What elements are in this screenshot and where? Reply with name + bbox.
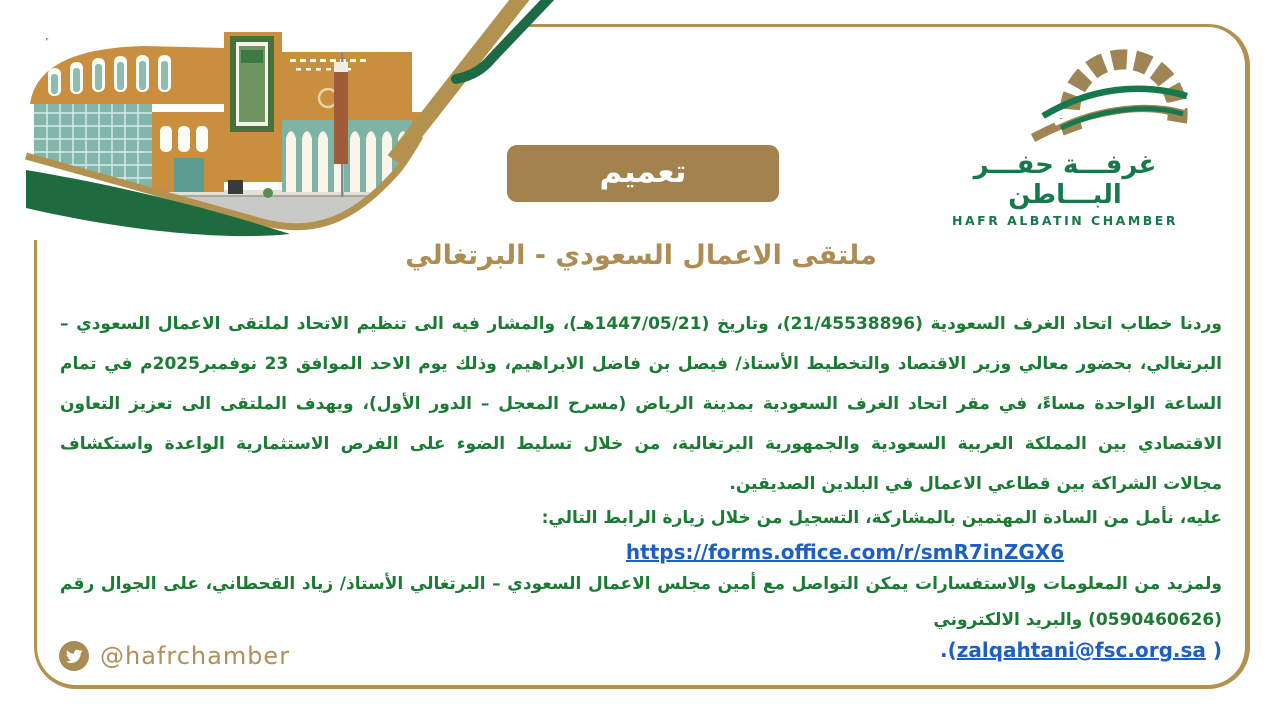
phone-line: (0590460626) والبريد الالكتروني <box>933 610 1222 630</box>
email-open: .( <box>939 638 957 662</box>
twitter-row <box>58 640 290 672</box>
chamber-name-english: HAFR ALBATIN CHAMBER <box>952 213 1178 228</box>
registration-link[interactable]: https://forms.office.com/r/smR7inZGX6 <box>625 540 1065 564</box>
chamber-building-photo <box>28 12 458 240</box>
body-line-4: الاقتصادي بين المملكة العربية السعودية والجمهورية البرتغالية، من خلال تسليط الضوء على الفرص الاستثمارية الواعدة واستكشاف <box>60 434 1222 454</box>
chamber-logo-icon <box>915 44 1215 144</box>
registration-link-row <box>465 540 1225 564</box>
body-line-1: وردنا خطاب اتحاد الغرف السعودية (21/45538896)، وتاريخ (1447/05/21هـ)، والمشار فيه الى تنظيم الاتحاد لملتقى الاعمال السعودي – <box>60 314 1222 334</box>
chamber-name-arabic: غرفـــة حفـــر البـــاطن <box>973 150 1157 210</box>
chamber-logo <box>915 44 1215 228</box>
body-line-5: مجالات الشراكة بين قطاعي الاعمال في البلدين الصديقين. <box>729 474 1222 494</box>
registration-instruction: عليه، نأمل من السادة المهتمين بالمشاركة، التسجيل من خلال زيارة الرابط التالي: <box>541 508 1222 528</box>
contact-line: ولمزيد من المعلومات والاستفسارات يمكن التواصل مع أمين مجلس الاعمال السعودي – البرتغالي الأستاذ/ زياد القحطاني، على الجوال رقم <box>60 574 1222 594</box>
twitter-icon[interactable] <box>58 640 90 672</box>
page-title: ملتقى الاعمال السعودي - البرتغالي <box>405 240 877 271</box>
body-line-3: الساعة الواحدة مساءً، في مقر اتحاد الغرف السعودية بمدينة الرياض (مسرح المعجل – الدور الأول)، ويهدف الملتقى الى تعزيز التعاون <box>60 394 1222 414</box>
body-line-2: البرتغالي، بحضور معالي وزير الاقتصاد والتخطيط الأستاذ/ فيصل بن فاضل الابراهيم، وذلك يوم الاحد الموافق 23 نوفمبر2025م في تمام <box>60 354 1222 374</box>
twitter-handle[interactable]: @hafrchamber <box>100 642 291 670</box>
circular-badge: تعميم <box>507 145 779 202</box>
email-link[interactable]: zalqahtani@fsc.org.sa <box>956 638 1206 662</box>
email-close: ) <box>1205 638 1222 662</box>
